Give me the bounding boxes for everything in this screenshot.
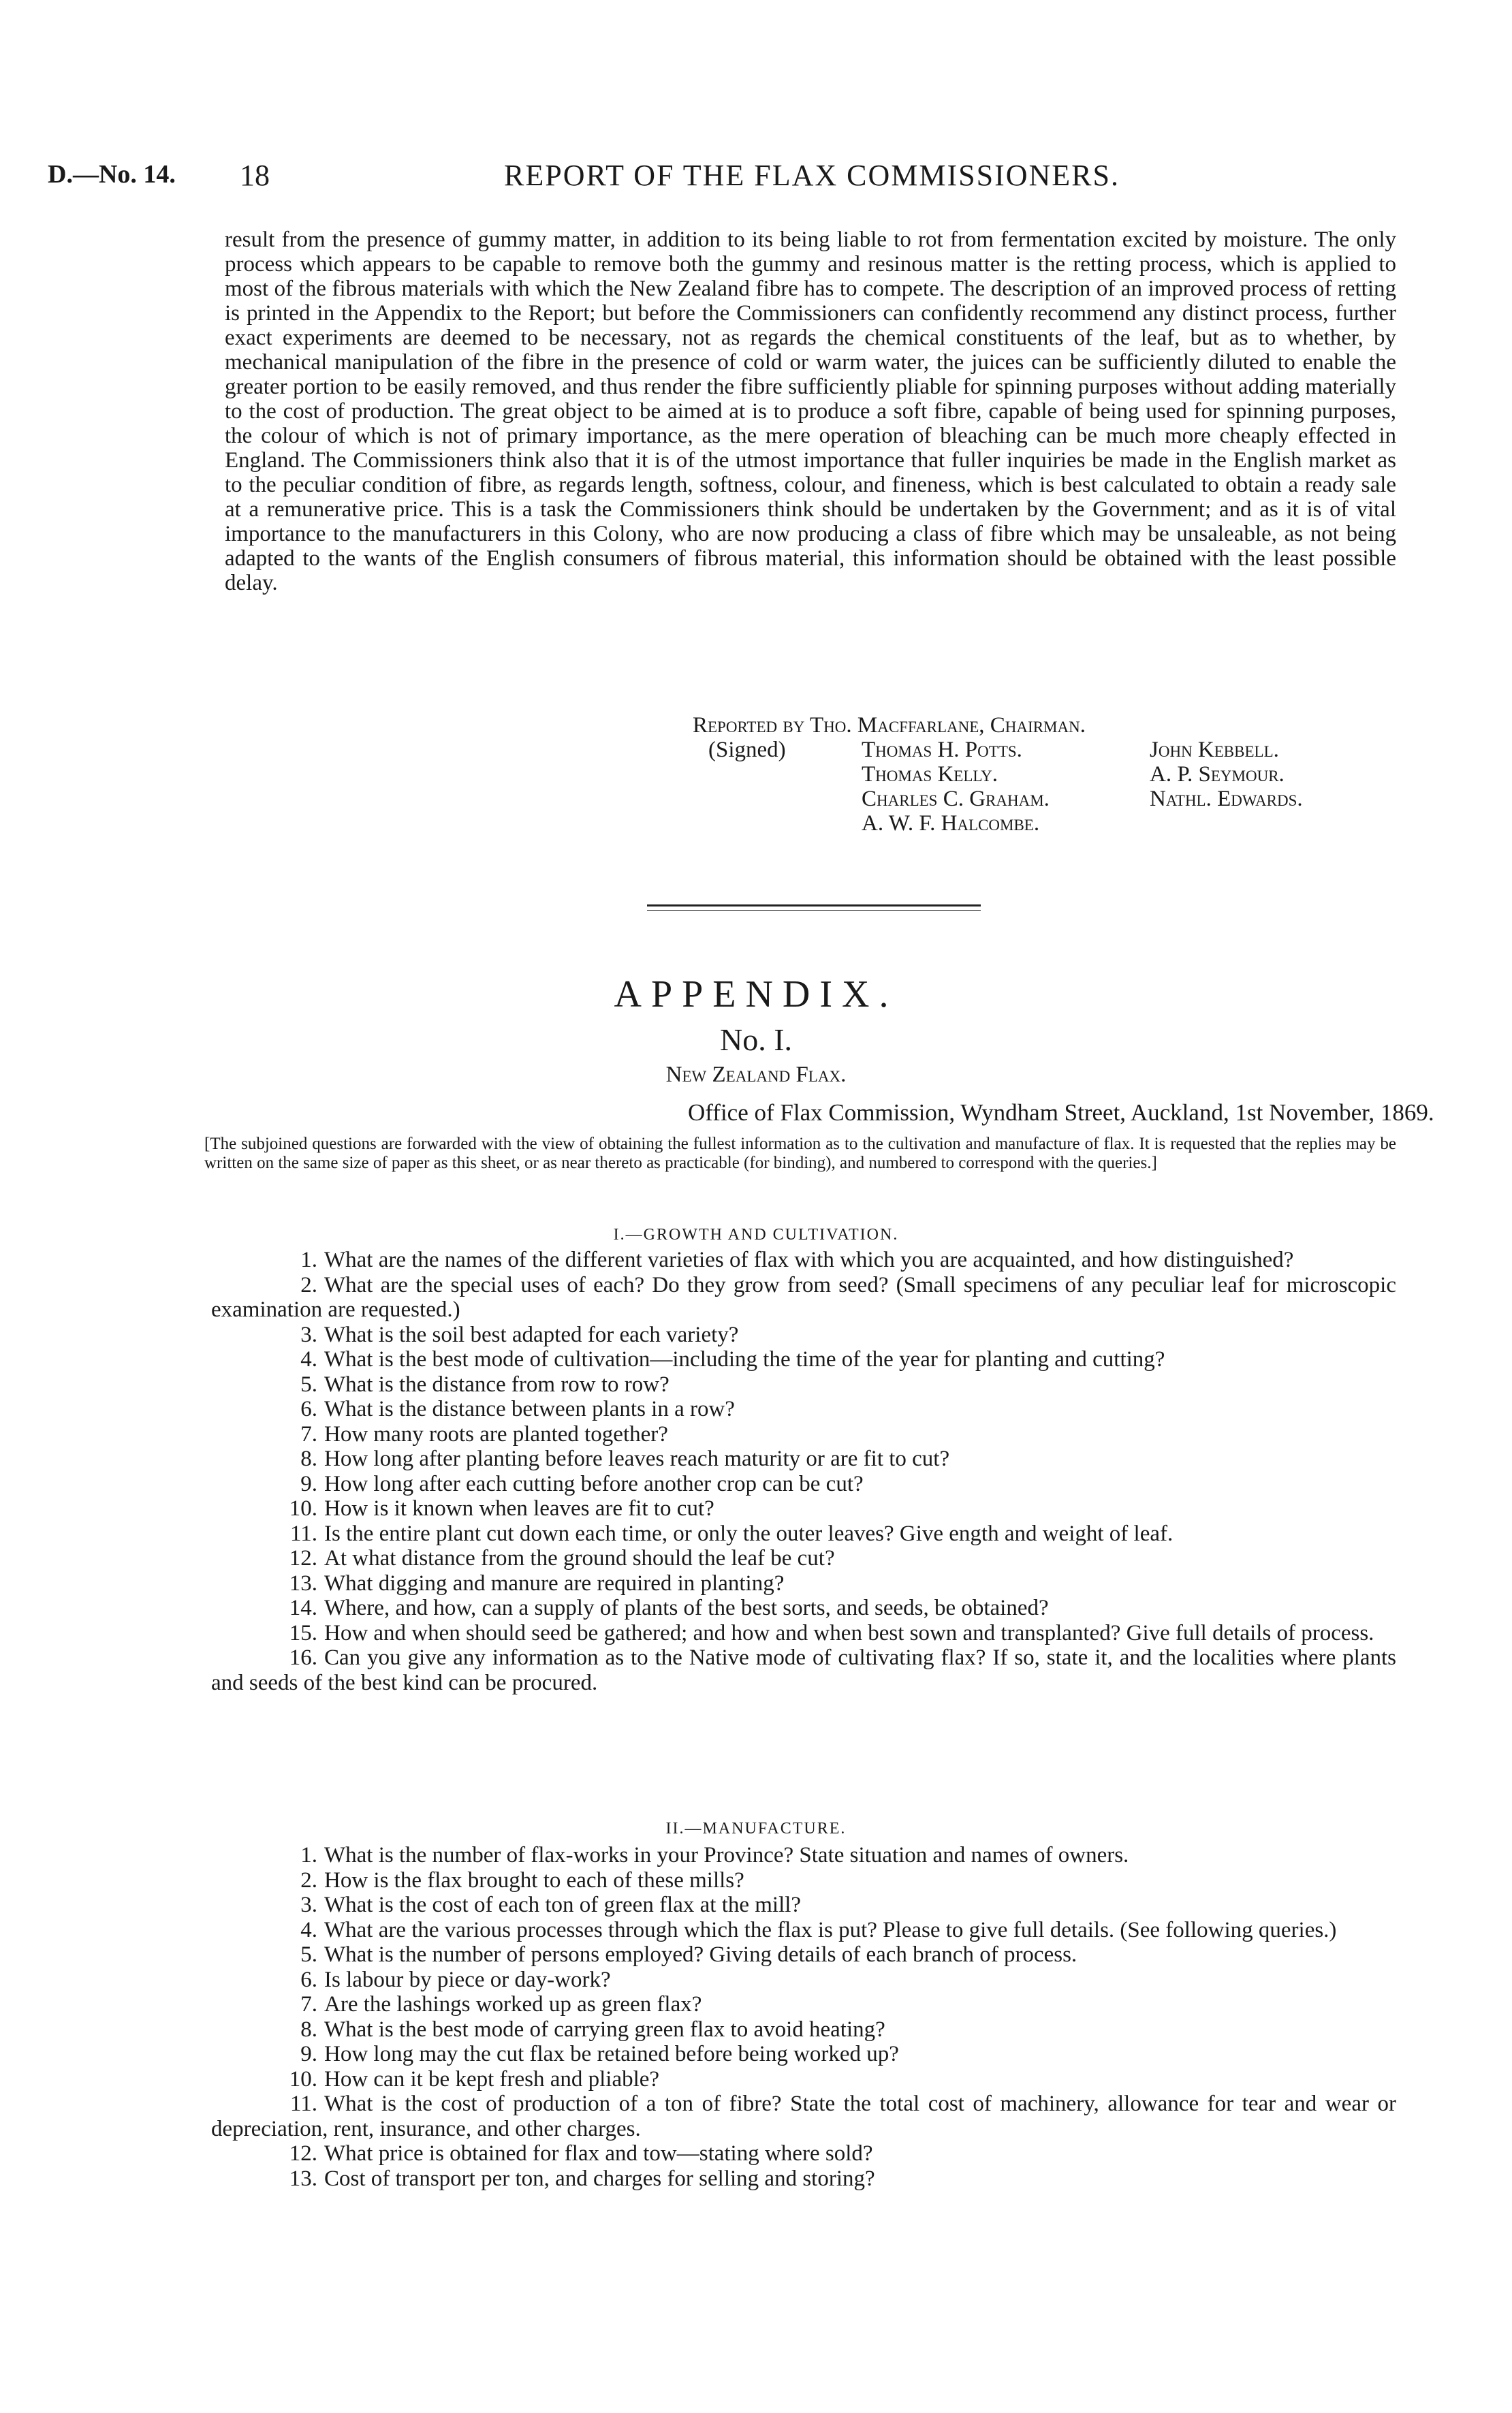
list-item: [211, 1546, 1396, 1571]
question-number: 4.: [300, 1917, 317, 1942]
question-text: What is the distance between plants in a row?: [324, 1397, 735, 1421]
list-item: [211, 1422, 1396, 1447]
list-item: [211, 1596, 1396, 1621]
question-number: 6.: [300, 1967, 317, 1992]
list-item: [211, 1571, 1396, 1596]
section-divider: [647, 904, 981, 906]
question-number: 5.: [300, 1372, 317, 1397]
signatory-name: Nathl. Edwards.: [1150, 787, 1303, 811]
question-number: 15.: [289, 1620, 317, 1645]
list-item: [211, 1397, 1396, 1422]
question-text: What digging and manure are required in planting?: [324, 1571, 785, 1596]
question-text: What is the number of flax-works in your Province? State situation and names of owners.: [324, 1843, 1129, 1867]
question-number: 1.: [300, 1248, 317, 1272]
question-text: Is labour by piece or day-work?: [324, 1967, 611, 1992]
appendix-title: APPENDIX.: [614, 973, 898, 1015]
question-text: How long after planting before leaves reach maturity or are fit to cut?: [324, 1447, 950, 1471]
list-item: [211, 1521, 1396, 1547]
question-number: 4.: [300, 1347, 317, 1372]
list-item: [211, 1918, 1396, 1943]
question-number: 16.: [289, 1645, 317, 1670]
question-text: What is the cost of production of a ton of fibre? State the total cost of machinery, allowance for tear and wear or depreciation, rent, insurance, and other charges.: [211, 2092, 1396, 2141]
question-text: How is the flax brought to each of these mills?: [324, 1867, 744, 1893]
question-text: What are the names of the different varieties of flax with which you are acquainted, and how distinguished?: [324, 1248, 1294, 1272]
question-number: 7.: [300, 1992, 317, 2017]
question-text: What is the number of persons employed? Giving details of each branch of process.: [324, 1942, 1077, 1967]
section-divider: [647, 910, 981, 911]
list-item: [211, 2166, 1396, 2192]
question-text: How is it known when leaves are fit to cut?: [324, 1496, 714, 1521]
list-item: [211, 1868, 1396, 1893]
question-text: At what distance from the ground should the leaf be cut?: [324, 1546, 835, 1571]
question-text: What are the special uses of each? Do they grow from seed? (Small specimens of any peculiar leaf for microscopic examination are requested.): [211, 1272, 1396, 1322]
question-text: What is the distance from row to row?: [324, 1372, 670, 1397]
question-text: Cost of transport per ton, and charges for selling and storing?: [324, 2166, 875, 2191]
editorial-note: [The subjoined questions are forwarded with the view of obtaining the fullest information as to the cultivation and manufacture of flax. It is requested that the replies may be written on the same size of paper as this sheet, or as near thereto as practicable (for binding), and numbered to correspond with the queries.]: [204, 1135, 1396, 1172]
section-heading: II.—MANUFACTURE.: [665, 1820, 847, 1838]
list-item: [211, 1893, 1396, 1918]
manufacture-questions-list: [211, 1843, 1396, 2191]
question-text: What is the soil best adapted for each variety?: [324, 1322, 739, 1347]
question-number: 12.: [289, 2141, 317, 2166]
question-number: 11.: [289, 1521, 317, 1546]
office-line: Office of Flax Commission, Wyndham Street, Auckland, 1st November, 1869.: [688, 1099, 1434, 1126]
question-text: Can you give any information as to the Native mode of cultivating flax? If so, state it, and the localities where plants and seeds of the best kind can be procured.: [211, 1645, 1396, 1695]
signed-label: (Signed): [708, 738, 786, 762]
question-number: 8.: [300, 2017, 317, 2042]
list-item: [211, 1621, 1396, 1646]
question-number: 12.: [289, 1546, 317, 1571]
signatory-name: Thomas H. Potts.: [862, 738, 1022, 762]
question-number: 13.: [289, 1571, 317, 1596]
question-number: 7.: [300, 1421, 317, 1447]
question-number: 9.: [300, 1471, 317, 1496]
list-item: [211, 2067, 1396, 2092]
question-text: What are the various processes through which the flax is put? Please to give full details. (See following queries.): [324, 1917, 1337, 1942]
question-text: Are the lashings worked up as green flax?: [324, 1992, 702, 2017]
section-heading: I.—GROWTH AND CULTIVATION.: [613, 1226, 899, 1244]
question-text: Is the entire plant cut down each time, or only the outer leaves? Give ength and weight of leaf.: [324, 1521, 1174, 1546]
question-text: What price is obtained for flax and tow—stating where sold?: [324, 2141, 873, 2166]
question-text: How and when should seed be gathered; and how and when best sown and transplanted? Give full details of process.: [324, 1620, 1374, 1645]
question-number: 10.: [289, 1496, 317, 1521]
question-number: 14.: [289, 1596, 317, 1620]
question-number: 13.: [289, 2166, 317, 2191]
list-item: [211, 1942, 1396, 1968]
appendix-subtitle: New Zealand Flax.: [665, 1062, 847, 1087]
question-number: 1.: [300, 1843, 317, 1867]
list-item: [211, 1447, 1396, 1472]
question-number: 2.: [300, 1272, 317, 1297]
list-item: [211, 1273, 1396, 1323]
question-text: How long may the cut flax be retained before being worked up?: [324, 2042, 899, 2066]
list-item: [211, 1347, 1396, 1372]
question-number: 10.: [289, 2066, 317, 2092]
list-item: [211, 1968, 1396, 1993]
list-item: [211, 2017, 1396, 2043]
list-item: [211, 1372, 1396, 1398]
signatory-name: John Kebbell.: [1150, 738, 1279, 762]
document-reference: D.—No. 14.: [48, 160, 176, 189]
question-number: 9.: [300, 2042, 317, 2066]
list-item: [211, 1843, 1396, 1868]
question-number: 5.: [300, 1942, 317, 1967]
question-number: 3.: [300, 1322, 317, 1347]
list-item: [211, 1248, 1396, 1273]
report-paragraph: result from the presence of gummy matter, in addition to its being liable to rot from fermentation excited by moisture. The only process which appears to be capable to remove both the gummy and resinous matter is the retting process, which is applied to most of the fibrous materials with which the New Zealand fibre has to compete. The description of an improved process of retting is printed in the Appendix to the Report; but before the Commissioners can confidently recommend any distinct process, further exact experiments are deemed to be necessary, not as regards the chemical constituents of the leaf, but as to whether, by mechanical manipulation of the fibre in the presence of cold or warm water, the juices can be sufficiently diluted to enable the greater portion to be easily removed, and thus render the fibre sufficiently pliable for spinning purposes without adding materially to the cost of production. The great object to be aimed at is to produce a soft fibre, capable of being used for spinning purposes, the colour of which is not of primary importance, as the mere operation of bleaching can be much more cheaply effected in England. The Commissioners think also that it is of the utmost importance that fuller inquiries be made in the English market as to the peculiar condition of fibre, as regards length, softness, colour, and fineness, which is best calculated to obtain a ready sale at a remunerative price. This is a task the Commissioners think should be undertaken by the Government; and as it is of vital importance to the manufacturers in this Colony, who are now producing a class of fibre which may be unsaleable, as not being adapted to the wants of the English consumers of fibrous material, this information should be obtained with the least possible delay.: [225, 227, 1396, 595]
list-item: [211, 1323, 1396, 1348]
question-text: What is the best mode of carrying green flax to avoid heating?: [324, 2017, 885, 2042]
question-number: 6.: [300, 1397, 317, 1421]
question-text: Where, and how, can a supply of plants of the best sorts, and seeds, be obtained?: [324, 1596, 1049, 1620]
question-text: How can it be kept fresh and pliable?: [324, 2066, 660, 2092]
list-item: [211, 2141, 1396, 2166]
question-text: What is the cost of each ton of green flax at the mill?: [324, 1893, 802, 1917]
signatory-name: Thomas Kelly.: [862, 762, 998, 787]
page-number: 18: [240, 159, 270, 192]
question-number: 11.: [289, 2092, 317, 2116]
question-text: How long after each cutting before another crop can be cut?: [324, 1471, 864, 1496]
signatory-name: A. P. Seymour.: [1150, 762, 1285, 787]
signatory-name: Charles C. Graham.: [862, 787, 1050, 811]
list-item: [211, 1472, 1396, 1497]
question-text: What is the best mode of cultivation—including the time of the year for planting and cutting?: [324, 1347, 1165, 1372]
growth-questions-list: [211, 1248, 1396, 1695]
signatory-name: A. W. F. Halcombe.: [862, 811, 1040, 836]
appendix-number: No. I.: [719, 1022, 793, 1057]
question-number: 2.: [300, 1867, 317, 1893]
list-item: [211, 2042, 1396, 2067]
question-number: 8.: [300, 1447, 317, 1471]
list-item: [211, 1992, 1396, 2017]
question-number: 3.: [300, 1893, 317, 1917]
list-item: [211, 1645, 1396, 1695]
list-item: [211, 2092, 1396, 2141]
question-text: How many roots are planted together?: [324, 1421, 668, 1447]
page-title: REPORT OF THE FLAX COMMISSIONERS.: [504, 159, 1120, 192]
running-header: [48, 158, 1464, 199]
reported-by-line: Reported by Tho. Macffarlane, Chairman.: [693, 713, 1086, 738]
list-item: [211, 1496, 1396, 1521]
